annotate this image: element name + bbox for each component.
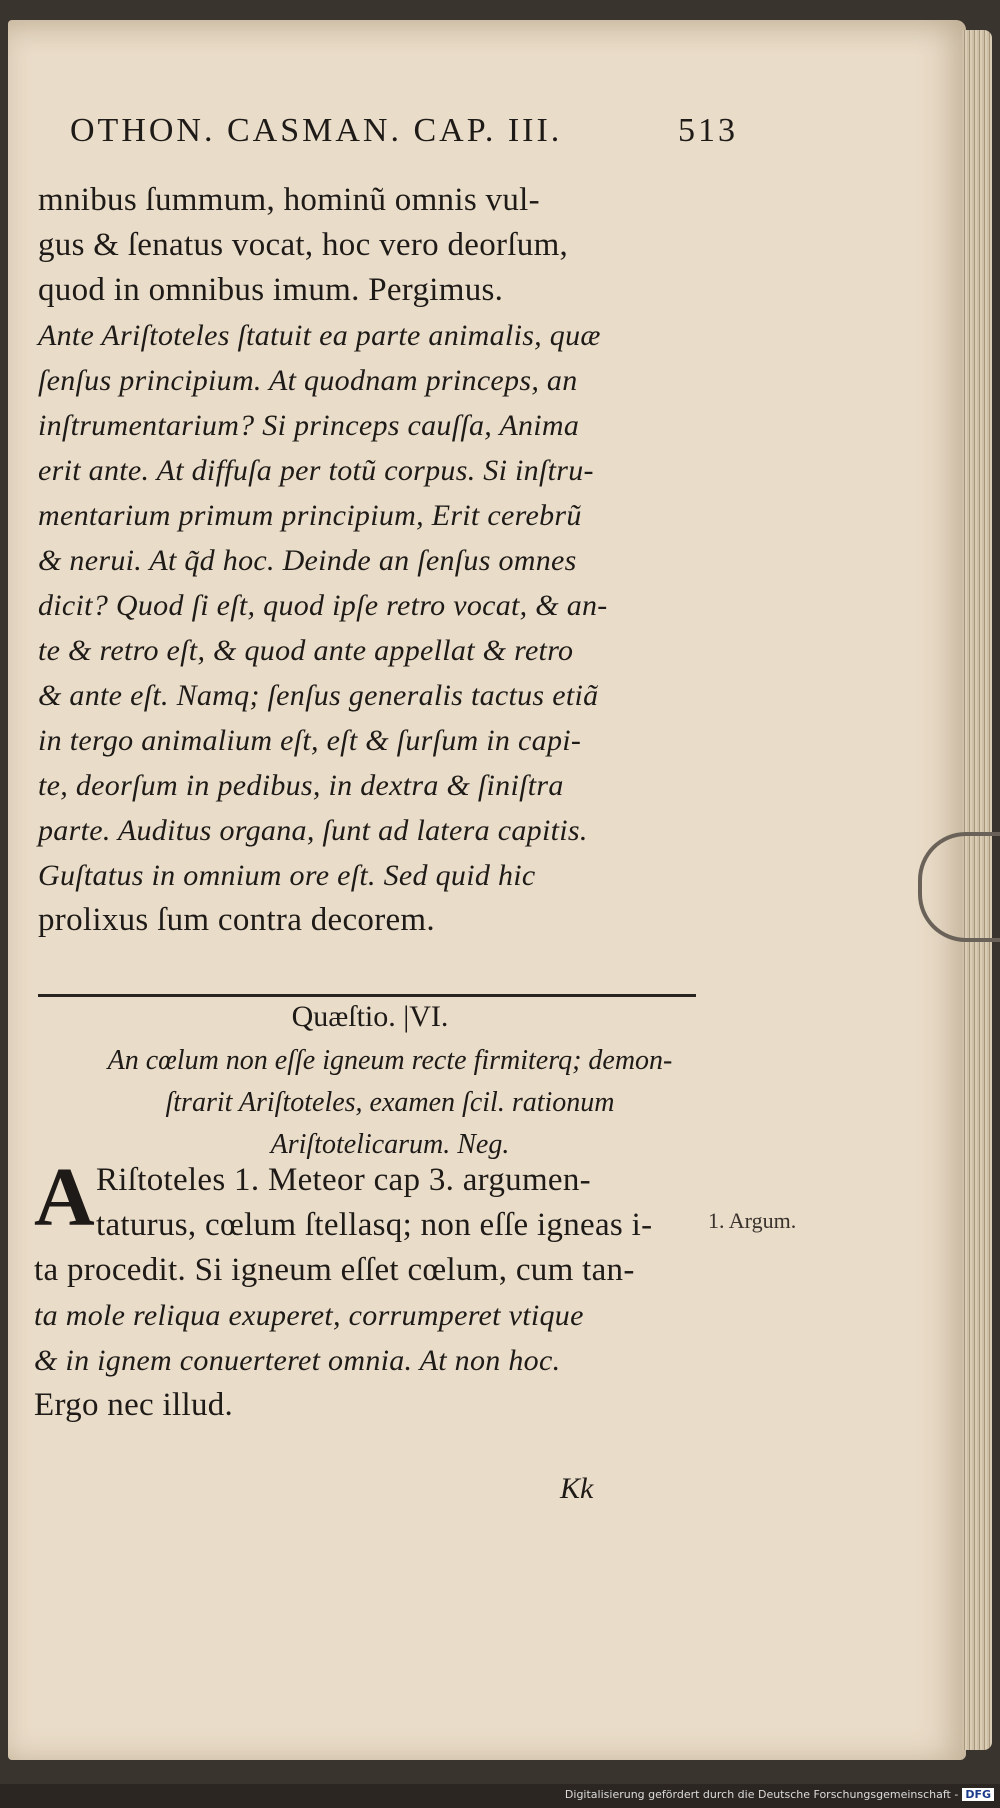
text-line: te & retro eſt, & quod ante appellat & retro [38,634,574,667]
text-line: ſenſus principium. At quodnam princeps, an [38,364,578,397]
text-line: in tergo animalium eſt, eſt & ſurſum in capi- [38,724,582,757]
text-line: Guſtatus in omnium ore eſt. Sed quid hic [38,859,536,892]
text-line: ta mole reliqua exuperet, corrumperet vtique [34,1299,584,1332]
paragraph-2 [34,1151,744,1428]
thumb-clip [918,832,1000,942]
text-line: gus & ſenatus vocat, hoc vero deorſum, [38,227,569,263]
text-line: taturus, cœlum ſtellasq; non eſſe igneas i- [96,1207,653,1243]
text-line: parte. Auditus organa, ſunt ad latera capitis. [38,814,588,847]
question-title-line: ſtrarit Ariſtoteles, examen ſcil. rationum [165,1087,615,1118]
drop-cap: A [34,1151,95,1244]
text-line: ta procedit. Si igneum eſſet cœlum, cum tan- [34,1252,635,1288]
text-line: Riſtoteles 1. Meteor cap 3. argumen- [96,1162,591,1198]
margin-note: 1. Argum. [708,1208,797,1233]
text-line: te, deorſum in pedibus, in dextra & ſiniſtra [38,769,564,802]
text-line: Ante Ariſtoteles ſtatuit ea parte animalis, quæ [38,319,601,352]
catchword: Kk [560,1472,594,1505]
question-title-line: An cœlum non eſſe igneum recte firmiterq; demon- [107,1045,673,1076]
paragraph-1 [38,178,738,943]
header-title: OTHON. CASMAN. CAP. III. [70,112,563,149]
question-heading: Quæſtio. |VI. [291,1000,449,1033]
text-line: mentarium primum principium, Erit cerebrũ [38,499,582,532]
text-line: quod in omnibus imum. Pergimus. [38,272,504,308]
text-line: inſtrumentarium? Si princeps cauſſa, Anima [38,409,580,442]
footer-text: Digitalisierung gefördert durch die Deutsche Forschungsgemeinschaft - [564,1788,959,1801]
text-line: mnibus ſummum, hominũ omnis vul- [38,182,540,218]
text-line: prolixus ſum contra decorem. [38,902,435,938]
text-line: & in ignem conuerteret omnia. At non hoc. [34,1344,561,1377]
text-line: & nerui. At q̃d hoc. Deinde an ſenſus omnes [38,544,577,577]
text-line: Ergo nec illud. [34,1387,234,1423]
question-title-line: Ariſtotelicarum. Neg. [270,1129,510,1160]
section-rule [38,994,696,997]
text-line: erit ante. At diffuſa per totũ corpus. Si inſtru- [38,454,594,487]
text-line: dicit? Quod ſi eſt, quod ipſe retro vocat, & an- [38,589,608,622]
dfg-logo: DFG [962,1788,994,1801]
question-title [40,1040,740,1166]
page-number: 513 [678,112,738,149]
running-header [70,112,738,162]
text-line: & ante eſt. Namq; ſenſus generalis tactus etiã [38,679,599,712]
footer-credit [565,1788,994,1801]
